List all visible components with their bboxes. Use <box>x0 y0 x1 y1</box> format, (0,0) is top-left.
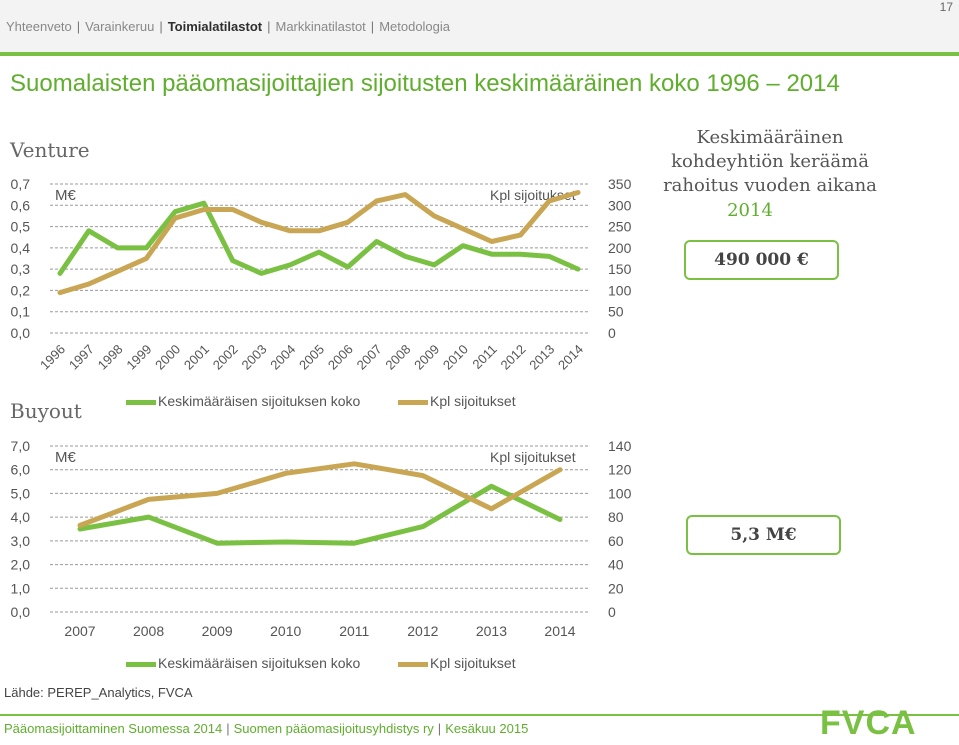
buyout-right-tick-label: 20 <box>608 580 624 597</box>
venture-x-tick-label: 2008 <box>382 341 414 373</box>
nav-tab-4[interactable]: Markkinatilastot <box>275 19 366 34</box>
venture-x-tick-label: 1999 <box>123 341 155 373</box>
venture-right-tick-label: 50 <box>608 303 624 320</box>
venture-right-tick-label: 0 <box>608 325 616 341</box>
footer-divider <box>0 714 959 716</box>
venture-average-value: 490 000 € <box>684 240 839 280</box>
nav-separator: | <box>76 19 81 34</box>
venture-right-tick-label: 100 <box>608 282 632 299</box>
nav-separator: | <box>267 19 271 34</box>
venture-legend-count: Kpl sijoitukset <box>430 393 516 409</box>
venture-x-tick-label: 2004 <box>267 341 299 373</box>
buyout-legend-size: Keskimääräisen sijoituksen koko <box>158 655 361 671</box>
venture-left-tick-label: 0,4 <box>10 239 30 256</box>
venture-section-label: Venture <box>10 138 90 162</box>
venture-x-tick-label: 2010 <box>439 341 472 373</box>
nav-tab-1[interactable]: Yhteenveto <box>6 19 72 34</box>
venture-x-tick-label: 2007 <box>353 341 385 373</box>
nav-tab-5[interactable]: Metodologia <box>379 19 451 34</box>
venture-x-tick-label: 2009 <box>411 341 443 373</box>
venture-x-tick-label: 2014 <box>555 341 587 373</box>
venture-right-tick-label: 150 <box>608 261 632 278</box>
venture-left-tick-label: 0,7 <box>10 176 30 192</box>
venture-left-tick-label: 0,2 <box>10 282 30 299</box>
venture-left-tick-label: 0,5 <box>10 218 30 235</box>
buyout-legend-swatch-count <box>398 662 428 667</box>
venture-legend-swatch-size <box>126 400 156 405</box>
venture-left-tick-label: 0,1 <box>10 303 30 320</box>
buyout-right-tick-label: 40 <box>608 556 624 573</box>
buyout-right-tick-label: 80 <box>608 509 624 526</box>
buyout-left-tick-label: 7,0 <box>10 438 30 454</box>
venture-right-axis-label: Kpl sijoitukset <box>490 187 576 203</box>
buyout-legend-count: Kpl sijoitukset <box>430 655 516 671</box>
venture-left-tick-label: 0,0 <box>10 325 30 341</box>
buyout-legend-swatch-size <box>126 662 156 667</box>
venture-x-tick-label: 2002 <box>209 341 241 373</box>
buyout-left-tick-label: 2,0 <box>10 556 30 573</box>
page-title: Suomalaisten pääomasijoittajien sijoitusten keskimääräinen koko 1996 – 2014 <box>10 70 840 97</box>
buyout-x-tick-label: 2009 <box>201 623 233 639</box>
venture-x-tick-label: 2000 <box>152 341 184 373</box>
footer-report: Pääomasijoittaminen Suomessa 2014 <box>4 721 223 736</box>
nav-tab-2[interactable]: Varainkeruu <box>85 19 155 34</box>
venture-series-count-line <box>60 193 578 293</box>
nav-separator: | <box>159 19 163 34</box>
buyout-x-tick-label: 2011 <box>339 623 370 639</box>
nav-tab-3[interactable]: Toimialatilastot <box>167 19 263 34</box>
source-note: Lähde: PEREP_Analytics, FVCA <box>4 685 193 700</box>
buyout-left-axis-label: M€ <box>55 449 76 466</box>
venture-x-tick-label: 1997 <box>65 341 97 373</box>
venture-x-tick-label: 2006 <box>324 341 356 373</box>
buyout-x-tick-label: 2010 <box>270 623 302 639</box>
buyout-x-tick-label: 2007 <box>64 623 96 639</box>
venture-x-tick-label: 1996 <box>37 341 69 373</box>
side-panel-title: Keskimääräinen kohdeyhtiön keräämä rahoitus vuoden aikana <box>663 127 877 196</box>
buyout-section-label: Buyout <box>10 399 82 423</box>
footer-org: Suomen pääomasijoitusyhdistys ry <box>233 721 434 736</box>
buyout-x-tick-label: 2013 <box>475 623 508 639</box>
venture-x-tick-label: 1998 <box>94 341 126 373</box>
buyout-x-tick-label: 2014 <box>544 623 576 639</box>
side-panel-year: 2014 <box>727 200 773 221</box>
buyout-right-tick-label: 0 <box>608 604 616 620</box>
venture-x-tick-label: 2011 <box>469 341 500 372</box>
venture-x-tick-label: 2012 <box>497 341 529 373</box>
venture-right-tick-label: 300 <box>608 197 632 214</box>
venture-left-tick-label: 0,3 <box>10 261 30 278</box>
buyout-left-tick-label: 3,0 <box>10 532 30 549</box>
venture-x-tick-label: 2013 <box>526 341 558 373</box>
buyout-right-tick-label: 100 <box>608 485 632 502</box>
venture-right-tick-label: 350 <box>608 176 632 192</box>
venture-x-tick-label: 2005 <box>296 341 328 373</box>
footer-text: Pääomasijoittaminen Suomessa 2014 | Suomen pääomasijoitusyhdistys ry | Kesäkuu 2015 <box>4 721 529 736</box>
venture-right-tick-label: 200 <box>608 239 632 256</box>
venture-x-tick-label: 2003 <box>238 341 270 373</box>
buyout-series-size-line <box>80 486 560 543</box>
venture-legend-size: Keskimääräisen sijoituksen koko <box>158 393 361 409</box>
buyout-left-tick-label: 0,0 <box>10 604 30 620</box>
buyout-left-tick-label: 6,0 <box>10 461 30 478</box>
venture-left-tick-label: 0,6 <box>10 197 30 214</box>
nav-separator: | <box>370 19 375 34</box>
venture-right-tick-label: 250 <box>608 218 632 235</box>
buyout-right-tick-label: 140 <box>608 438 632 454</box>
fvca-logo: FVCA <box>820 704 917 742</box>
venture-left-axis-label: M€ <box>55 187 76 204</box>
buyout-left-tick-label: 5,0 <box>10 485 30 502</box>
buyout-right-tick-label: 60 <box>608 532 624 549</box>
footer-date: Kesäkuu 2015 <box>445 721 529 736</box>
buyout-left-tick-label: 4,0 <box>10 509 30 526</box>
buyout-left-tick-label: 1,0 <box>10 580 30 597</box>
venture-x-tick-label: 2001 <box>180 341 213 373</box>
venture-legend-swatch-count <box>398 400 428 405</box>
page-number: 17 <box>939 0 953 14</box>
buyout-right-tick-label: 120 <box>608 461 632 478</box>
buyout-right-axis-label: Kpl sijoitukset <box>490 449 576 465</box>
buyout-x-tick-label: 2012 <box>407 623 439 639</box>
buyout-x-tick-label: 2008 <box>132 623 165 639</box>
buyout-average-value: 5,3 M€ <box>686 515 841 555</box>
